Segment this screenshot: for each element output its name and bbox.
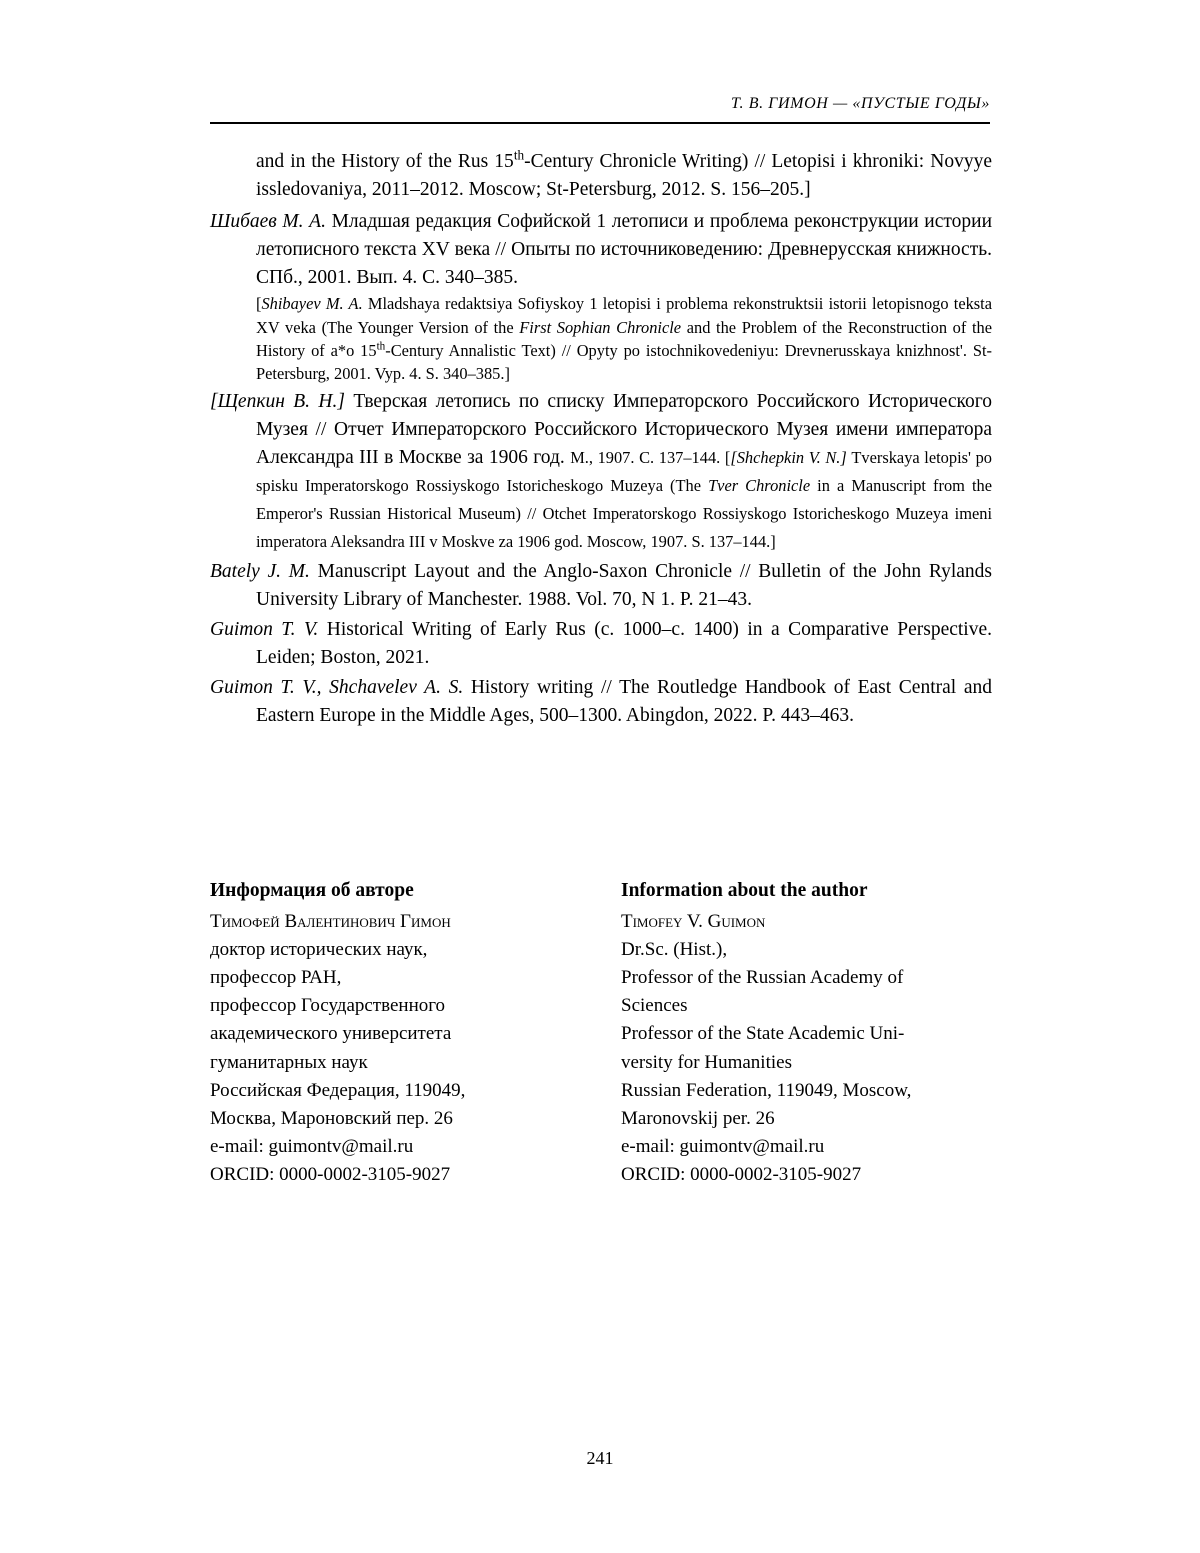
entry-title: Младшая редакция Софийской 1 летописи и проблема реконструкции истории летописного текста XV века // Опыты по источниковедению: Древнерусская книжность. СПб., 2001. Вып. 4. С. 340–385. [256,211,993,289]
author-orcid-en: ORCID: 0000-0002-3105-9027 [621,1163,862,1185]
bibliography-entry [210,208,992,385]
author-line: Sciences [621,995,688,1017]
author-line: Maronovskij per. 26 [621,1107,775,1129]
author-line: Professor of the Russian Academy of [621,967,904,989]
entry-translit-author: [Shchepkin V. N.] [730,447,847,467]
header-rule [210,122,990,124]
entry-title: Тверская летопись по списку Императорского Российского Исторического Музея // Отчет Императорского Российского Исторического Музея имени императора Александра III в Москве за 1906 год. [256,390,993,468]
author-line: versity for Humanities [621,1051,792,1073]
bibliography-entry [210,558,992,614]
page-number: 241 [586,1448,614,1468]
author-email-ru: e-mail: guimontv@mail.ru [210,1135,414,1157]
author-line: профессор РАН, [210,967,342,989]
entry-transliteration: М., 1907. С. 137–144. [[Shchepkin V. N.] Tverskaya letopis' po spisku Imperatorskogo Rossiyskogo Istoricheskogo Muzeya (The Tver Chronicle in a Manuscript from the Emperor's Russian Historical Museum) // Otchet Imperatorskogo Rossiyskogo Istoricheskogo Muzeya imeni imperatora Aleksandra III v Moskve za 1906 god. Moscow, 1907. S. 137–144.] [256,447,992,551]
bibliography-entry [210,616,992,672]
author-line: Москва, Мароновский пер. 26 [210,1107,453,1129]
author-line: Российская Федерация, 119049, [210,1079,466,1101]
entry-transliteration: [Shibayev M. A. Mladshaya redaktsiya Sofiyskoy 1 letopisi i problema rekonstruktsii istorii letopisnogo teksta XV veka (The Younger Version of the First Sophian Chronicle and the Problem of the Reconstruction of the History of a*o 15th-Century Annalistic Text) // Opyty po istochnikovedeniyu: Drevnerusskaya knizhnost'. St-Petersburg, 2001. Vyp. 4. S. 340–385.] [256,294,993,384]
author-line: гуманитарных наук [210,1051,368,1073]
author-line: Professor of the State Academic Uni- [621,1023,905,1045]
entry-title: Historical Writing of Early Rus (c. 1000–c. 1400) in a Comparative Perspective. Leiden; Boston, 2021. [256,619,992,669]
author-info-russian [210,880,601,1189]
author-name-en: Timofey V. Guimon [621,911,766,932]
author-info-heading-ru: Информация об авторе [210,880,414,901]
author-email-en: e-mail: guimontv@mail.ru [621,1135,825,1157]
author-info-heading-en: Information about the author [621,880,868,901]
entry-author: [Щепкин В. Н.] [210,390,345,412]
entry-text: and in the History of the Rus 15th-Century Chronicle Writing) // Letopisi i khroniki: Novyye issledovaniya, 2011–2012. Moscow; St-Petersburg, 2012. S. 156–205.] [256,147,992,201]
entry-author: Шибаев М. А. [210,211,326,233]
bibliography-list [210,148,992,733]
author-line: доктор исторических наук, [210,939,428,961]
running-head: Т. В. ГИМОН — «ПУСТЫЕ ГОДЫ» [731,95,990,112]
author-line: Russian Federation, 119049, Moscow, [621,1079,912,1101]
author-info-english [601,880,992,1189]
entry-author: Guimon T. V. [210,619,319,641]
entry-title: Manuscript Layout and the Anglo-Saxon Chronicle // Bulletin of the John Rylands University Library of Manchester. 1988. Vol. 70, N 1. P. 21–43. [256,561,992,611]
entry-author: Bately J. M. [210,561,310,583]
author-info-section [210,880,992,1189]
entry-author: Guimon T. V., Shchavelev A. S. [210,677,464,699]
author-line: профессор Государственного [210,995,446,1017]
bibliography-entry [210,148,992,204]
author-line: академического университета [210,1023,452,1045]
bibliography-entry [210,388,992,556]
entry-translit-author: Shibayev M. A. [261,294,363,314]
entry-title: History writing // The Routledge Handbook of East Central and Eastern Europe in the Middle Ages, 500–1300. Abingdon, 2022. P. 443–463. [256,677,992,727]
author-orcid-ru: ORCID: 0000-0002-3105-9027 [210,1163,451,1185]
author-line: Dr.Sc. (Hist.), [621,939,728,961]
bibliography-entry [210,674,992,730]
author-name-ru: Тимофей Валентинович Гимон [210,911,451,932]
